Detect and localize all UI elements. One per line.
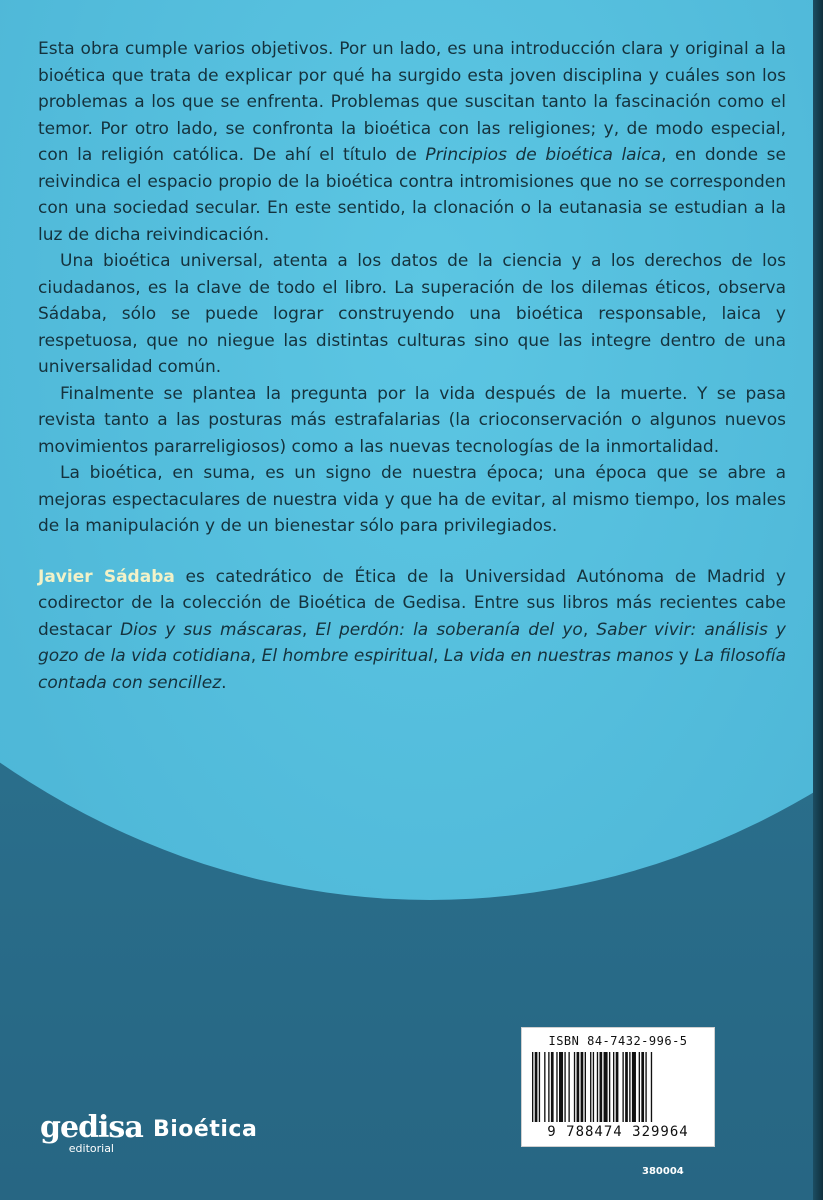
barcode-bar bbox=[539, 1052, 540, 1122]
product-code: 380004 bbox=[642, 1166, 684, 1177]
author-book: Dios y sus máscaras bbox=[120, 619, 302, 640]
barcode-bar bbox=[535, 1052, 538, 1122]
barcode-bar bbox=[590, 1052, 591, 1122]
barcode-bar bbox=[548, 1052, 549, 1122]
author-bio: Javier Sádaba es catedrático de Ética de la Universidad Autónoma de Madrid y codirector de la colección de Bioética de Gedisa. Entre sus libros más recientes cabe destacar Dios y sus máscaras, El perdón: la soberanía del yo, Saber vivir: análisis y gozo de la vida cotidiana, El hombre espiritual, La vida en nuestras manos y La filosofía contada con sencillez. bbox=[38, 566, 786, 693]
barcode-bar bbox=[639, 1052, 640, 1122]
barcode-bar bbox=[604, 1052, 608, 1122]
barcode-bar bbox=[593, 1052, 594, 1122]
barcode-bar bbox=[568, 1052, 569, 1122]
barcode-bar bbox=[609, 1052, 610, 1122]
barcode-bar bbox=[629, 1052, 630, 1122]
barcode-bar bbox=[600, 1052, 603, 1122]
publisher-name: gedisa bbox=[40, 1110, 143, 1145]
barcode-bar bbox=[597, 1052, 598, 1122]
book-title: Principios de bioética laica bbox=[425, 145, 662, 165]
description-paragraph-4: La bioética, en suma, es un signo de nuestra época; una época que se abre a mejoras espectaculares de nuestra vida y que ha de evitar, al mismo tiempo, los males de la manipulación y de un bienestar sólo para privilegiados. bbox=[38, 463, 786, 536]
barcode-bar bbox=[564, 1052, 565, 1122]
author-book: El hombre espiritual bbox=[261, 646, 433, 666]
author-book: Saber vivir: análisis y gozo de la vida cotidiana bbox=[38, 619, 786, 666]
description-block bbox=[38, 36, 786, 696]
barcode-bar bbox=[532, 1052, 533, 1122]
barcode-bar bbox=[559, 1052, 563, 1122]
description-paragraph-2: Una bioética universal, atenta a los datos de la ciencia y a los derechos de los ciudadanos, es la clave de todo el libro. La superación de los dilemas éticos, observa Sádaba, sólo se puede lograr construyendo una bioética responsable, laica y respetuosa, que no niegue las distintas culturas sino que las integre dentro de una universalidad común. bbox=[38, 251, 786, 377]
barcode-bar bbox=[651, 1052, 652, 1122]
barcode-icon bbox=[528, 1052, 708, 1122]
barcode-bar bbox=[574, 1052, 575, 1122]
description-paragraph-3: Finalmente se plantea la pregunta por la vida después de la muerte. Y se pasa revista tanto a las posturas más estrafalarias (la crioconservación o algunos nuevos movimientos pararreligiosos) como a las nuevas tecnologías de la inmortalidad. bbox=[38, 383, 786, 457]
description-paragraph-1: Esta obra cumple varios objetivos. Por un lado, es una introducción clara y original a la bioética que trata de explicar por qué ha surgido esta joven disciplina y cuáles son los problemas a los que se enfrenta. Problemas que suscitan tanto la fascinación como el temor. Por otro lado, se confronta la bioética con las religiones; y, de modo especial, con la religión católica. De ahí el título de Principios de bioética laica, en donde se reivindica el espacio propio de la bioética contra intromisiones que no se corresponden con una sociedad secular. En este sentido, la clonación o la eutanasia se estudian a la luz de dicha reivindicación. bbox=[38, 39, 786, 245]
barcode-bar bbox=[632, 1052, 636, 1122]
spine-edge bbox=[813, 0, 823, 1200]
isbn-number: ISBN 84-7432-996-5 bbox=[548, 1034, 688, 1048]
barcode-bar bbox=[645, 1052, 646, 1122]
author-name: Javier Sádaba bbox=[38, 566, 175, 587]
barcode-bar bbox=[577, 1052, 580, 1122]
author-book: El perdón: la soberanía del yo bbox=[315, 619, 583, 640]
barcode-bar bbox=[556, 1052, 557, 1122]
series-name: Bioética bbox=[153, 1117, 258, 1142]
publisher-logo bbox=[40, 1110, 143, 1155]
barcode-bar bbox=[551, 1052, 554, 1122]
publisher-subtitle: editorial bbox=[68, 1142, 114, 1155]
author-book: La vida en nuestras manos bbox=[443, 646, 674, 666]
author-book: La filosofía contada con sencillez bbox=[38, 646, 786, 693]
barcode-bar bbox=[585, 1052, 586, 1122]
isbn-barcode bbox=[521, 1027, 715, 1147]
barcode-bar bbox=[641, 1052, 644, 1122]
barcode-bar bbox=[625, 1052, 628, 1122]
ean-number: 9 788474 329964 bbox=[547, 1124, 689, 1140]
barcode-bar bbox=[616, 1052, 619, 1122]
barcode-bar bbox=[622, 1052, 623, 1122]
barcode-bar bbox=[613, 1052, 614, 1122]
barcode-bar bbox=[581, 1052, 584, 1122]
barcode-bar bbox=[544, 1052, 545, 1122]
